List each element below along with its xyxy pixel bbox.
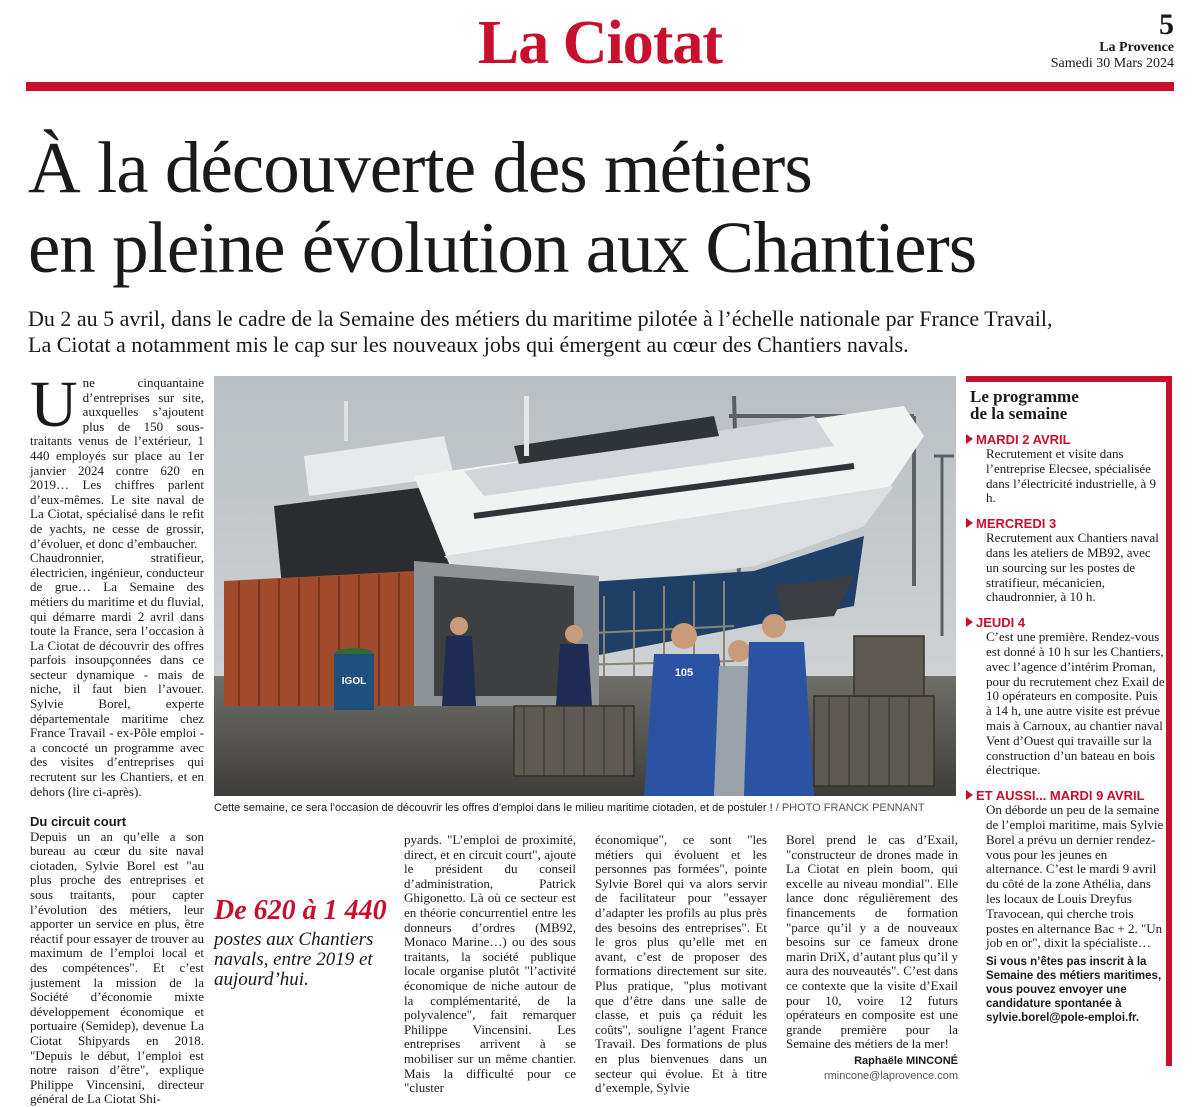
pull-quote-text: postes aux Chantiers navals, entre 2019 et aujourd’hui.	[214, 929, 374, 990]
page-meta	[1051, 10, 1174, 71]
paragraph-5: économique", ce sont "les métiers qui évoluent et les personnes pas formées", pointe Sylvie Borel qui va alors servir de facilitateur pour "essayer d’adapter les profils au plus près des besoins des entreprises". Et le gros plus qu’elle met en avant, c’est de proposer des formations directement sur site. Plus pratique, "plus motivant que d’être dans une salle de classe, et puis ça réduit les coûts", souligne l’agent France Travail. Des formations de plus en plus bienvenues dans un secteur qui évolue. Et à titre d’exemple, Sylvie	[595, 832, 767, 1096]
caption-text: Cette semaine, ce sera l’occasion de découvrir les offres d’emploi dans le milieu maritime ciotaden, et de postuler !	[214, 802, 773, 814]
event-day	[966, 788, 1166, 803]
headline-line-2: en pleine évolution aux Chantiers	[28, 207, 977, 288]
photo-credit: / PHOTO FRANCK PENNANT	[775, 802, 925, 814]
paragraph-3: Depuis un an qu’elle a son bureau au cœur du site naval ciotaden, Sylvie Borel est "au plus proche des entreprises et sous traitants, pour capter l’évolution des métiers, leur apporter un service en plus, être réactif pour essayer de trouver au maximum de l’emploi local et des compétences". Et c’est justement la mission de la Société d’économie mixte développement économique et portuaire (Semidep), devenue La Ciotat Shipyards en 2018. "Depuis le début, l’emploi est notre raison d’être", explique Philippe Vincensini, directeur général de La Ciotat Shi-	[30, 828, 204, 1107]
event-day-label: MARDI 2 AVRIL	[976, 432, 1071, 447]
newspaper-name: La Provence	[1099, 40, 1174, 55]
event-text: C’est une première. Rendez-vous est donné à 10 h sur les Chantiers, avec l’agence d’intérim Proman, pour du recrutement chez Exail de 10 opérateurs en composite. Puis à 14 h, une autre visite est prévue mais à Carnoux, au chantier naval Vent d’Ouest qui travaille sur la construction d’un bateau en bois électrique.	[986, 629, 1165, 778]
article-column-2	[404, 833, 576, 1096]
page-number: 5	[1159, 8, 1174, 41]
program-event	[966, 788, 1166, 951]
paragraph-6: Borel prend le cas d’Exail, "constructeur de drones made in La Ciotat en plein boom, qui excelle au niveau mondial". Elle lance donc régulièrement des financements de formation "parce qu’il y a de nouveaux besoins sur ce fameux drone marin DriX, d’autant plus qu’il y aura des nouveautés". C’est dans ce contexte que la visite d’Exail pour 10, voire 12 futurs opérateurs en composite est une grande première pour la Semaine des métiers de la mer!	[786, 832, 958, 1052]
paragraph-1: ne cinquantaine d’entreprises sur site, auxquelles s’ajoutent plus de 150 sous-traitants venus de l’extérieur, 1 440 employés sur place au 1er janvier 2024 contre 620 en 2019… Les chiffres parlent d’eux-mêmes. Le site naval de La Ciotat, spécialisé dans le refit de yachts, ne cesse de grossir, d’évoluer, et donc d’embaucher.	[30, 375, 204, 551]
event-day	[966, 432, 1166, 447]
program-event	[966, 516, 1166, 605]
standfirst-line-1: Du 2 au 5 avril, dans le cadre de la Semaine des métiers du maritime pilotée à l’échelle nationale par France Travail,	[28, 306, 1053, 331]
standfirst	[28, 306, 1178, 358]
barrel-label: IGOL	[341, 676, 367, 687]
paragraph-4: pyards. "L’emploi de proximité, direct, et en circuit court", ajoute le président du conseil d’administration, Patrick Ghigonetto. Là où ce secteur est en théorie concurrentiel entre les donneurs d’ordres (MB92, Monaco Marine…) ou des sous traitants, la société publique locale organise plutôt "l’activité économique de niche autour de la complémentarité, de la polyvalence", fait remarquer Philippe Vincensini. Les entreprises arrivent à se mobiliser sur un même chantier. Mais la difficulté pour ce "cluster	[404, 832, 576, 1096]
drop-cap: U	[30, 368, 78, 441]
author-email[interactable]: rmincone@laprovence.com	[823, 1069, 958, 1082]
paragraph-2: Chaudronnier, stratifieur, électricien, ingénieur, conducteur de grue… La Semaine des métiers du maritime et du fluvial, qui démarre mardi 2 avril dans toute la France, sera l’occasion à La Ciotat de découvrir des offres parfois insoupçonnées dans ce secteur dynamique - mais de niche, il faut bien l’avouer. Sylvie Borel, experte départementale maritime chez France Travail - ex-Pôle emploi - a concocté un programme avec des visites d’entreprises qui recrutent sur les Chantiers, et en dehors (lire ci-après).	[30, 550, 205, 799]
event-text: Recrutement aux Chantiers naval dans les ateliers de MB92, avec un sourcing sur les postes de stratifieur, mécanicien, chaudronnier, à 10 h.	[986, 530, 1159, 605]
event-text: Recrutement et visite dans l’entreprise Elecsee, spécialisée dans l’électricité industrielle, à 9 h.	[986, 446, 1157, 506]
event-day	[966, 516, 1166, 531]
photo-caption	[214, 802, 956, 814]
event-day-label: ET AUSSI... MARDI 9 AVRIL	[976, 788, 1145, 804]
event-day	[966, 615, 1166, 630]
triangle-icon	[966, 790, 973, 800]
headline	[28, 128, 1178, 288]
pull-quote-figure: De 620 à 1 440	[214, 895, 387, 926]
standfirst-line-2: La Ciotat a notamment mis le cap sur les nouveaux jobs qui émergent au cœur des Chantiers navals.	[28, 332, 909, 357]
triangle-icon	[966, 434, 973, 444]
shipyard-photo	[214, 376, 956, 796]
sidebar-note: Si vous n’êtes pas inscrit à la Semaine des métiers maritimes, vous pouvez envoyer une candidature spontanée à sylvie.borel@pole-emploi.fr.	[986, 956, 1162, 1025]
event-day-label: MERCREDI 3	[976, 516, 1057, 532]
article-column-3	[595, 833, 767, 1096]
program-event	[966, 615, 1166, 778]
sidebar-title	[970, 388, 1166, 422]
program-event	[966, 432, 1166, 506]
pull-quote	[214, 896, 394, 990]
publication-date: Samedi 30 Mars 2024	[1050, 56, 1174, 71]
sidebar-rule	[966, 376, 1172, 382]
sidebar-title-line-2: de la semaine	[970, 404, 1068, 423]
subheading: Du circuit court	[30, 814, 127, 829]
header-rule	[26, 82, 1174, 91]
article-column-1	[30, 368, 205, 799]
program-sidebar	[966, 376, 1172, 1066]
headline-line-1: À la découverte des métiers	[28, 127, 812, 208]
section-title: La Ciotat	[477, 9, 723, 77]
event-day-label: JEUDI 4	[976, 615, 1026, 631]
triangle-icon	[966, 518, 973, 528]
article-column-1-bottom	[30, 815, 204, 1107]
article-column-4	[786, 833, 958, 1083]
author-name: Raphaële MINCONÉ	[854, 1054, 958, 1067]
event-text: On déborde un peu de la semaine de l’emploi maritime, mais Sylvie Borel a prévu un dernier rendez-vous pour les jeunes en alternance. C’est le mardi 9 avril du côté de la zone Athélia, dans les locaux de Louis Dreyfus Travocean, qui cherche trois postes en alternance Bac + 2. "Un job en or", dixit la spécialiste…	[986, 802, 1164, 951]
triangle-icon	[966, 617, 973, 627]
vest-number: 105	[674, 667, 694, 679]
sidebar-title-line-1: Le programme	[970, 387, 1079, 406]
article-photo	[214, 376, 956, 796]
